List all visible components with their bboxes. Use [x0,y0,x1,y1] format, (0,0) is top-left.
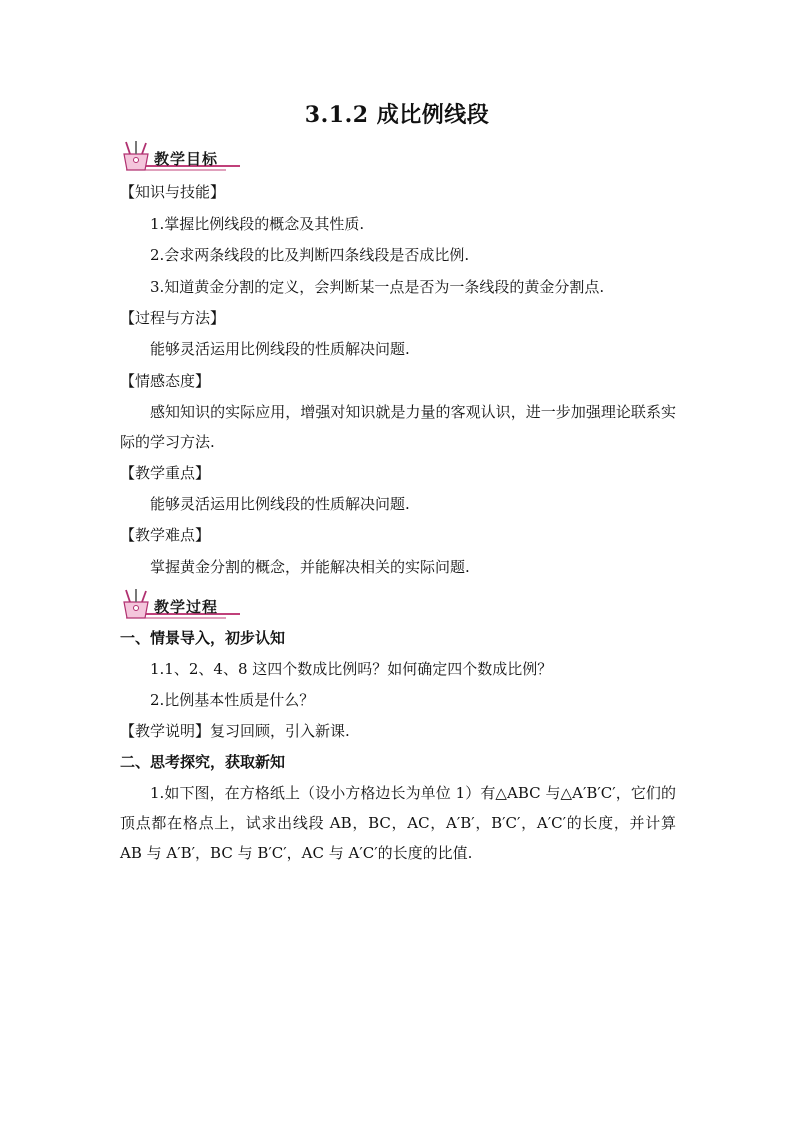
teaching-note [120,721,350,741]
part2-text: 1.如下图，在方格纸上（设小方格边长为单位 1）有△ABC 与△A′B′C′，它们的顶点都在格点上，试求出线段 AB，BC，AC，A′B′，B′C′，A′C′的长度，并计算 AB 与 A′B′，BC 与 B′C′，AC 与 A′C′的长度的比值. [120,784,676,862]
banner-label: 教学过程 [154,598,219,616]
difficulty-heading: 【教学难点】 [120,526,211,544]
key-heading: 【教学重点】 [120,464,211,482]
knowledge-item: 2.会求两条线段的比及判断四条线段是否成比例. [150,246,470,264]
part1-item: 2.比例基本性质是什么？ [150,691,315,709]
knowledge-item: 1.掌握比例线段的概念及其性质. [150,215,365,233]
difficulty-text: 掌握黄金分割的概念，并能解决相关的实际问题. [150,558,470,576]
teaching-note-text: 复习回顾，引入新课. [210,722,350,740]
part1-item: 1.1、2、4、8 这四个数成比例吗？如何确定四个数成比例？ [150,660,553,678]
section-banner-process [118,588,248,624]
emotion-text: 感知知识的实际应用，增强对知识就是力量的客观认识，进一步加强理论联系实际的学习方法. [120,403,676,451]
process-text: 能够灵活运用比例线段的性质解决问题. [150,340,410,358]
knowledge-item: 3.知道黄金分割的定义，会判断某一点是否为一条线段的黄金分割点. [150,278,605,296]
page-title: 3.1.2 成比例线段 [304,102,490,128]
banner-label: 教学目标 [154,150,219,168]
emotion-heading: 【情感态度】 [120,372,211,390]
part2-heading: 二、思考探究，获取新知 [120,753,286,771]
process-heading: 【过程与方法】 [120,309,226,327]
section-banner-objectives [118,140,248,176]
knowledge-heading: 【知识与技能】 [120,183,226,201]
teaching-note-label: 【教学说明】 [120,722,211,740]
key-text: 能够灵活运用比例线段的性质解决问题. [150,495,410,513]
part1-heading: 一、情景导入，初步认知 [120,629,286,647]
